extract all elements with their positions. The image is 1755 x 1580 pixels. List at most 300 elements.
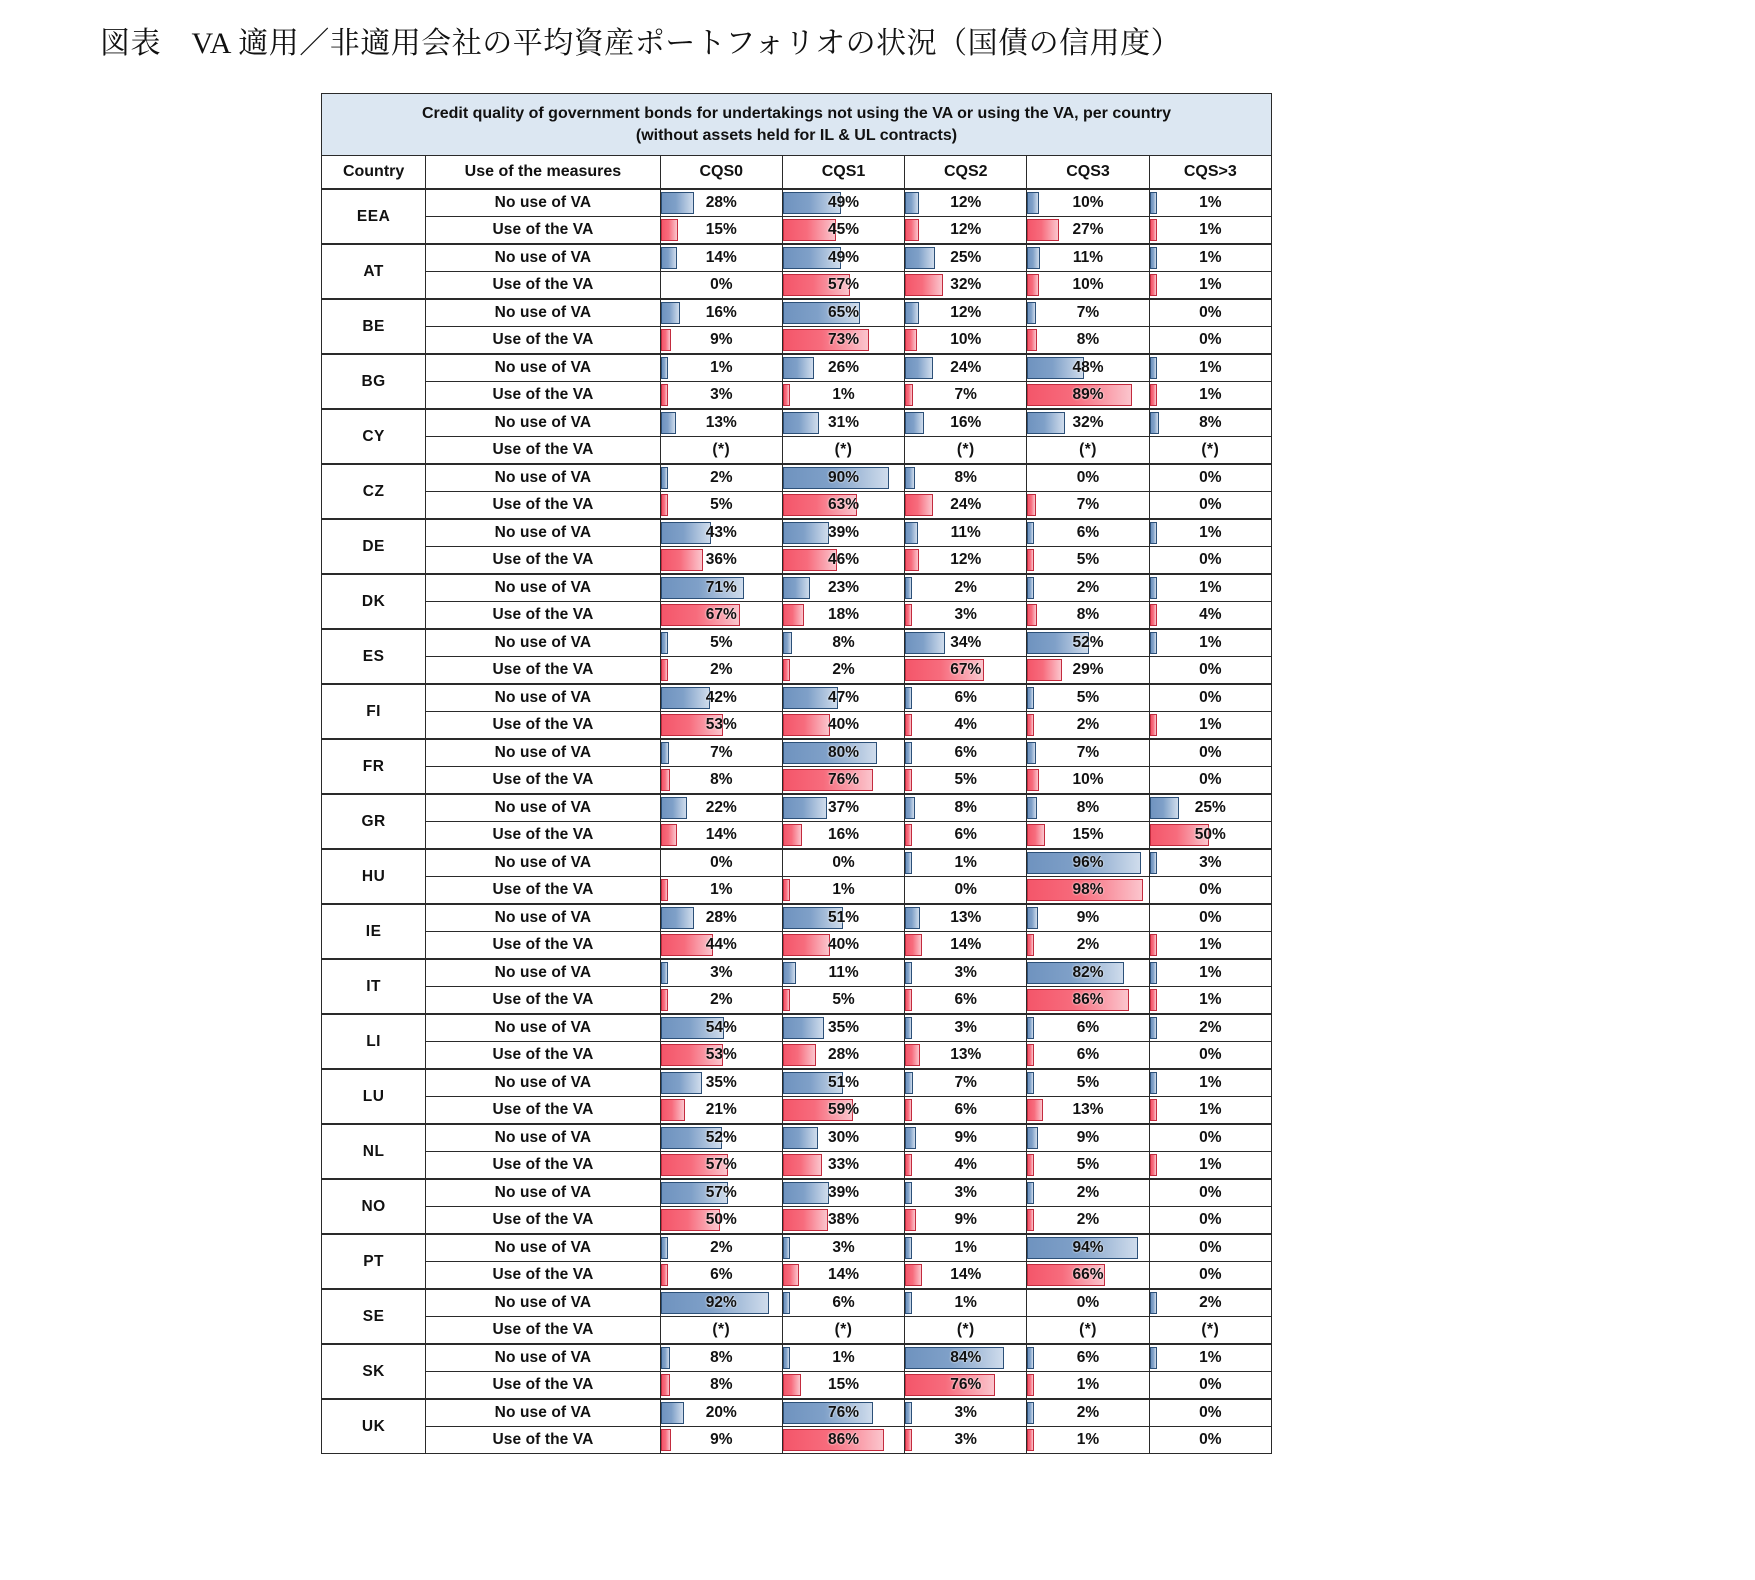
cqs-value-cell	[782, 877, 904, 905]
banner-line-2: (without assets held for IL & UL contracts)	[635, 126, 958, 144]
cqs-value-cell	[660, 739, 782, 767]
cqs-value: 0%	[1199, 1431, 1222, 1448]
table-row	[322, 492, 1272, 520]
cqs-value: 0%	[1199, 744, 1222, 761]
cqs-value-cell	[782, 189, 904, 217]
cqs-value-cell	[782, 739, 904, 767]
cqs-value-cell	[905, 932, 1027, 960]
cqs-value-cell	[1027, 1124, 1149, 1152]
cqs-value-cell	[782, 1042, 904, 1070]
cqs-value: 0%	[1199, 881, 1222, 898]
cqs-value: 51%	[828, 909, 860, 926]
cqs-value: 6%	[832, 1294, 855, 1311]
cqs-value-cell	[905, 959, 1027, 987]
cqs-value-cell	[660, 299, 782, 327]
cqs-value-cell	[905, 1399, 1027, 1427]
cqs-value: 57%	[705, 1156, 737, 1173]
cqs-value-cell	[1027, 794, 1149, 822]
cqs-value: 63%	[828, 496, 860, 513]
cqs-value: 49%	[828, 194, 860, 211]
cqs-value-cell	[1027, 409, 1149, 437]
cqs-value-cell	[1149, 189, 1271, 217]
measure-label-no-use: No use of VA	[426, 1179, 660, 1207]
cqs-value-cell	[905, 1372, 1027, 1400]
country-label: BE	[322, 299, 426, 354]
cqs-value: 40%	[828, 716, 860, 733]
cqs-value-cell	[1149, 739, 1271, 767]
cqs-value-cell	[905, 1427, 1027, 1454]
cqs-value-cell	[905, 602, 1027, 630]
cqs-value-cell	[1027, 684, 1149, 712]
cqs-value: 34%	[950, 634, 982, 651]
measure-label-no-use: No use of VA	[426, 1069, 660, 1097]
cqs-value: 1%	[710, 359, 733, 376]
cqs-value-cell	[1027, 1262, 1149, 1290]
cqs-value: 0%	[1076, 1294, 1100, 1311]
cqs-value-cell	[905, 1207, 1027, 1235]
country-label: NO	[322, 1179, 426, 1234]
country-label: CZ	[322, 464, 426, 519]
cqs-value: 12%	[950, 551, 982, 568]
cqs-value-cell	[1027, 904, 1149, 932]
measure-label-use: Use of the VA	[426, 602, 660, 630]
cqs-value: 14%	[705, 826, 737, 843]
measure-label-no-use: No use of VA	[426, 1399, 660, 1427]
cqs-value-cell	[660, 1152, 782, 1180]
cqs-value: 10%	[1072, 194, 1104, 211]
cqs-value-cell	[660, 987, 782, 1015]
cqs-value: 6%	[954, 1101, 977, 1118]
cqs-value-cell	[782, 794, 904, 822]
measure-label-use: Use of the VA	[426, 1042, 660, 1070]
table-row	[322, 1097, 1272, 1125]
cqs-value: 0%	[954, 881, 977, 898]
cqs-value: 65%	[828, 304, 860, 321]
cqs-value-cell	[660, 244, 782, 272]
country-label: DE	[322, 519, 426, 574]
table-row	[322, 354, 1272, 382]
cqs-value: 1%	[1199, 716, 1222, 733]
cqs-value: 6%	[954, 991, 977, 1008]
cqs-value: 1%	[1199, 1156, 1222, 1173]
cqs-value: 4%	[954, 1156, 977, 1173]
cqs-value: (*)	[956, 1321, 975, 1338]
cqs-value-cell	[1027, 849, 1149, 877]
cqs-value: (*)	[834, 1321, 853, 1338]
cqs-value-cell	[782, 299, 904, 327]
cqs-value-cell	[905, 1124, 1027, 1152]
cqs-value: 1%	[1199, 386, 1222, 403]
cqs-value-cell	[1027, 602, 1149, 630]
cqs-value-cell	[905, 739, 1027, 767]
cqs-value-cell	[660, 1207, 782, 1235]
measure-label-use: Use of the VA	[426, 822, 660, 850]
measure-label-no-use: No use of VA	[426, 1234, 660, 1262]
cqs-value-cell	[1149, 354, 1271, 382]
cqs-value: 8%	[1076, 799, 1100, 816]
cqs-value-cell	[1149, 602, 1271, 630]
table-row	[322, 932, 1272, 960]
cqs-value: 27%	[1072, 221, 1104, 238]
cqs-value-cell	[1149, 547, 1271, 575]
cqs-value-cell	[905, 684, 1027, 712]
cqs-value-cell	[1149, 217, 1271, 245]
cqs-value: 24%	[950, 496, 982, 513]
cqs-value-cell	[660, 849, 782, 877]
table-row	[322, 822, 1272, 850]
cqs-value-cell	[1149, 712, 1271, 740]
cqs-value: 96%	[1072, 854, 1104, 871]
cqs-value-cell	[1149, 244, 1271, 272]
measure-label-use: Use of the VA	[426, 877, 660, 905]
cqs-value-cell	[1027, 354, 1149, 382]
measure-label-use: Use of the VA	[426, 272, 660, 300]
cqs-value-cell	[782, 244, 904, 272]
cqs-value: 1%	[1199, 1074, 1222, 1091]
cqs-value: 5%	[1076, 1156, 1100, 1173]
cqs-value-cell	[1027, 767, 1149, 795]
cqs-value: 28%	[705, 194, 737, 211]
cqs-value-cell	[1149, 327, 1271, 355]
cqs-value: 2%	[1076, 716, 1100, 733]
cqs-value: 8%	[954, 799, 977, 816]
cqs-value-cell	[660, 1289, 782, 1317]
cqs-value-cell	[1027, 244, 1149, 272]
cqs-value: 15%	[705, 221, 737, 238]
cqs-value-cell	[1027, 574, 1149, 602]
cqs-value-cell	[782, 1317, 904, 1345]
credit-quality-table-wrapper	[321, 93, 1272, 1454]
cqs-value: 5%	[710, 634, 733, 651]
cqs-value-cell	[1149, 299, 1271, 327]
cqs-value: 0%	[832, 854, 855, 871]
measure-label-use: Use of the VA	[426, 382, 660, 410]
cqs-value: 94%	[1072, 1239, 1104, 1256]
cqs-value-cell	[660, 574, 782, 602]
measure-label-use: Use of the VA	[426, 657, 660, 685]
cqs-value: 22%	[705, 799, 737, 816]
cqs-value-cell	[660, 1069, 782, 1097]
cqs-value-cell	[660, 382, 782, 410]
table-row	[322, 1179, 1272, 1207]
cqs-value: 0%	[1199, 1404, 1222, 1421]
cqs-value-cell	[782, 684, 904, 712]
cqs-value: 14%	[950, 1266, 982, 1283]
cqs-value: 51%	[828, 1074, 860, 1091]
cqs-value-cell	[660, 547, 782, 575]
cqs-value-cell	[1027, 1427, 1149, 1454]
cqs-value-cell	[1027, 959, 1149, 987]
cqs-value: 53%	[705, 1046, 737, 1063]
cqs-value-cell	[905, 629, 1027, 657]
cqs-value-cell	[782, 987, 904, 1015]
cqs-value: 1%	[1076, 1376, 1100, 1393]
table-row	[322, 1014, 1272, 1042]
cqs-value-cell	[782, 904, 904, 932]
cqs-value-cell	[905, 244, 1027, 272]
cqs-value-cell	[660, 767, 782, 795]
cqs-value: 39%	[828, 1184, 860, 1201]
cqs-value: 4%	[1199, 606, 1222, 623]
cqs-value: 14%	[828, 1266, 860, 1283]
cqs-value-cell	[782, 382, 904, 410]
country-label: LU	[322, 1069, 426, 1124]
cqs-value: 29%	[1072, 661, 1104, 678]
cqs-value: 52%	[705, 1129, 737, 1146]
cqs-value: 90%	[828, 469, 860, 486]
cqs-value: 2%	[1076, 1211, 1100, 1228]
cqs-value: 0%	[1199, 1266, 1222, 1283]
country-label: FI	[322, 684, 426, 739]
table-row	[322, 1152, 1272, 1180]
cqs-value-cell	[1149, 1069, 1271, 1097]
table-row	[322, 519, 1272, 547]
page-title: 図表 VA 適用／非適用会社の平均資産ポートフォリオの状況（国債の信用度）	[100, 27, 1182, 60]
cqs-value: 9%	[1076, 1129, 1100, 1146]
cqs-value-cell	[1149, 684, 1271, 712]
cqs-value: 36%	[705, 551, 737, 568]
cqs-value-cell	[1027, 712, 1149, 740]
cqs-value-cell	[660, 464, 782, 492]
cqs-value-cell	[1149, 1399, 1271, 1427]
cqs-value-cell	[782, 409, 904, 437]
cqs-value: 47%	[828, 689, 860, 706]
table-body	[322, 189, 1272, 1454]
cqs-value: 15%	[1072, 826, 1104, 843]
cqs-value: 50%	[705, 1211, 737, 1228]
table-row	[322, 712, 1272, 740]
cqs-value: 1%	[1199, 1101, 1222, 1118]
country-label: BG	[322, 354, 426, 409]
cqs-value: 32%	[1072, 414, 1104, 431]
cqs-value: 42%	[705, 689, 737, 706]
cqs-value: 76%	[828, 771, 860, 788]
measure-label-no-use: No use of VA	[426, 464, 660, 492]
cqs-value-cell	[1149, 932, 1271, 960]
table-row	[322, 299, 1272, 327]
cqs-value: 0%	[710, 854, 733, 871]
cqs-value: (*)	[1079, 441, 1097, 458]
cqs-value-cell	[1149, 464, 1271, 492]
country-label: IT	[322, 959, 426, 1014]
cqs-value-cell	[782, 1069, 904, 1097]
cqs-value: 6%	[954, 826, 977, 843]
table-row	[322, 657, 1272, 685]
cqs-value: 1%	[1199, 1349, 1222, 1366]
column-header-cqs0: CQS0	[660, 156, 782, 190]
cqs-value-cell	[782, 1207, 904, 1235]
cqs-value: 2%	[832, 661, 855, 678]
table-row	[322, 739, 1272, 767]
cqs-value: 2%	[1199, 1294, 1222, 1311]
cqs-value-cell	[1027, 1234, 1149, 1262]
cqs-value-cell	[660, 932, 782, 960]
cqs-value-cell	[905, 299, 1027, 327]
cqs-value-cell	[660, 959, 782, 987]
cqs-value: 5%	[832, 991, 855, 1008]
cqs-value: 5%	[1076, 1074, 1100, 1091]
cqs-value: 44%	[705, 936, 737, 953]
cqs-value-cell	[1149, 657, 1271, 685]
cqs-value: 48%	[1072, 359, 1104, 376]
cqs-value-cell	[660, 1014, 782, 1042]
country-label: SK	[322, 1344, 426, 1399]
cqs-value-cell	[660, 492, 782, 520]
measure-label-use: Use of the VA	[426, 1317, 660, 1345]
cqs-value: 1%	[832, 386, 855, 403]
cqs-value-cell	[1149, 1207, 1271, 1235]
cqs-value-cell	[782, 437, 904, 465]
cqs-value: 11%	[1072, 249, 1104, 266]
cqs-value-cell	[905, 877, 1027, 905]
cqs-value-cell	[905, 657, 1027, 685]
measure-label-no-use: No use of VA	[426, 794, 660, 822]
measure-label-use: Use of the VA	[426, 437, 660, 465]
cqs-value: 35%	[705, 1074, 737, 1091]
cqs-value-cell	[660, 629, 782, 657]
cqs-value: 1%	[954, 854, 977, 871]
cqs-value: 7%	[1076, 304, 1100, 321]
cqs-value: 6%	[1076, 524, 1100, 541]
cqs-value-cell	[782, 1427, 904, 1454]
cqs-value: 71%	[705, 579, 737, 596]
cqs-value-cell	[1027, 189, 1149, 217]
cqs-value: 8%	[832, 634, 855, 651]
cqs-value-cell	[1149, 1097, 1271, 1125]
cqs-value: 54%	[705, 1019, 737, 1036]
cqs-value: 0%	[1199, 1046, 1222, 1063]
cqs-value-cell	[905, 1344, 1027, 1372]
cqs-value: 8%	[710, 771, 733, 788]
cqs-value-cell	[782, 932, 904, 960]
cqs-value-cell	[782, 327, 904, 355]
cqs-value-cell	[660, 437, 782, 465]
cqs-value-cell	[782, 657, 904, 685]
cqs-value-cell	[905, 464, 1027, 492]
cqs-value: 39%	[828, 524, 860, 541]
cqs-value-cell	[1149, 1179, 1271, 1207]
cqs-value-cell	[660, 1344, 782, 1372]
cqs-value-cell	[782, 1344, 904, 1372]
cqs-value-cell	[905, 1097, 1027, 1125]
table-row	[322, 1234, 1272, 1262]
cqs-value-cell	[1149, 437, 1271, 465]
cqs-value-cell	[1149, 1042, 1271, 1070]
cqs-value: 8%	[954, 469, 977, 486]
cqs-value: (*)	[1079, 1321, 1097, 1338]
cqs-value-cell	[1149, 519, 1271, 547]
cqs-value-cell	[1149, 1317, 1271, 1345]
table-row	[322, 437, 1272, 465]
cqs-value: 11%	[828, 964, 859, 981]
cqs-value-cell	[660, 657, 782, 685]
cqs-value: 3%	[832, 1239, 855, 1256]
measure-label-use: Use of the VA	[426, 712, 660, 740]
measure-label-use: Use of the VA	[426, 932, 660, 960]
cqs-value: 1%	[1199, 249, 1222, 266]
cqs-value-cell	[1149, 822, 1271, 850]
cqs-value-cell	[905, 547, 1027, 575]
cqs-value: 57%	[705, 1184, 737, 1201]
table-row	[322, 602, 1272, 630]
cqs-value: 6%	[954, 689, 977, 706]
cqs-value-cell	[1149, 959, 1271, 987]
cqs-value: 86%	[828, 1431, 860, 1448]
cqs-value-cell	[1149, 1427, 1271, 1454]
cqs-value-cell	[782, 767, 904, 795]
cqs-value: 8%	[710, 1376, 733, 1393]
cqs-value: 1%	[1199, 936, 1222, 953]
cqs-value: 3%	[710, 964, 733, 981]
cqs-value: 0%	[1199, 689, 1222, 706]
table-row	[322, 574, 1272, 602]
cqs-value: 7%	[1076, 496, 1100, 513]
cqs-value-cell	[1027, 1097, 1149, 1125]
country-label: IE	[322, 904, 426, 959]
cqs-value: 3%	[954, 1184, 977, 1201]
cqs-value: 3%	[954, 1404, 977, 1421]
cqs-value-cell	[660, 712, 782, 740]
table-row	[322, 849, 1272, 877]
table-row	[322, 684, 1272, 712]
cqs-value-cell	[1027, 1179, 1149, 1207]
cqs-value-cell	[1027, 629, 1149, 657]
column-header-cqs3: CQS3	[1027, 156, 1149, 190]
table-row	[322, 1207, 1272, 1235]
cqs-value-cell	[782, 1014, 904, 1042]
measure-label-no-use: No use of VA	[426, 1289, 660, 1317]
cqs-value-cell	[905, 1014, 1027, 1042]
cqs-value: 0%	[1199, 909, 1222, 926]
cqs-value-cell	[782, 1152, 904, 1180]
cqs-value: 1%	[1199, 194, 1222, 211]
cqs-value-cell	[905, 492, 1027, 520]
cqs-value: 3%	[710, 386, 733, 403]
cqs-value: (*)	[1201, 1321, 1220, 1338]
cqs-value-cell	[660, 904, 782, 932]
cqs-value: 12%	[950, 194, 982, 211]
cqs-value-cell	[905, 1042, 1027, 1070]
cqs-value-cell	[1027, 822, 1149, 850]
cqs-value: 9%	[954, 1211, 977, 1228]
cqs-value: 8%	[1076, 606, 1100, 623]
cqs-value-cell	[1149, 492, 1271, 520]
cqs-value-cell	[1027, 217, 1149, 245]
cqs-value-cell	[905, 1289, 1027, 1317]
measure-label-use: Use of the VA	[426, 327, 660, 355]
cqs-value-cell	[782, 464, 904, 492]
cqs-value: 9%	[710, 1431, 733, 1448]
cqs-value-cell	[660, 1097, 782, 1125]
cqs-value: 1%	[1199, 276, 1222, 293]
cqs-value: 0%	[1199, 304, 1222, 321]
cqs-value: 21%	[705, 1101, 737, 1118]
cqs-value-cell	[1027, 1344, 1149, 1372]
cqs-value: 11%	[950, 524, 981, 541]
measure-label-no-use: No use of VA	[426, 409, 660, 437]
cqs-value-cell	[782, 1097, 904, 1125]
cqs-value: 5%	[1076, 551, 1100, 568]
cqs-value-cell	[1149, 794, 1271, 822]
country-label: EEA	[322, 189, 426, 244]
cqs-value: 12%	[950, 304, 982, 321]
table-row	[322, 1427, 1272, 1454]
cqs-value-cell	[660, 822, 782, 850]
cqs-value-cell	[1027, 1042, 1149, 1070]
cqs-value-cell	[1149, 409, 1271, 437]
country-label: NL	[322, 1124, 426, 1179]
cqs-value: 30%	[828, 1129, 860, 1146]
